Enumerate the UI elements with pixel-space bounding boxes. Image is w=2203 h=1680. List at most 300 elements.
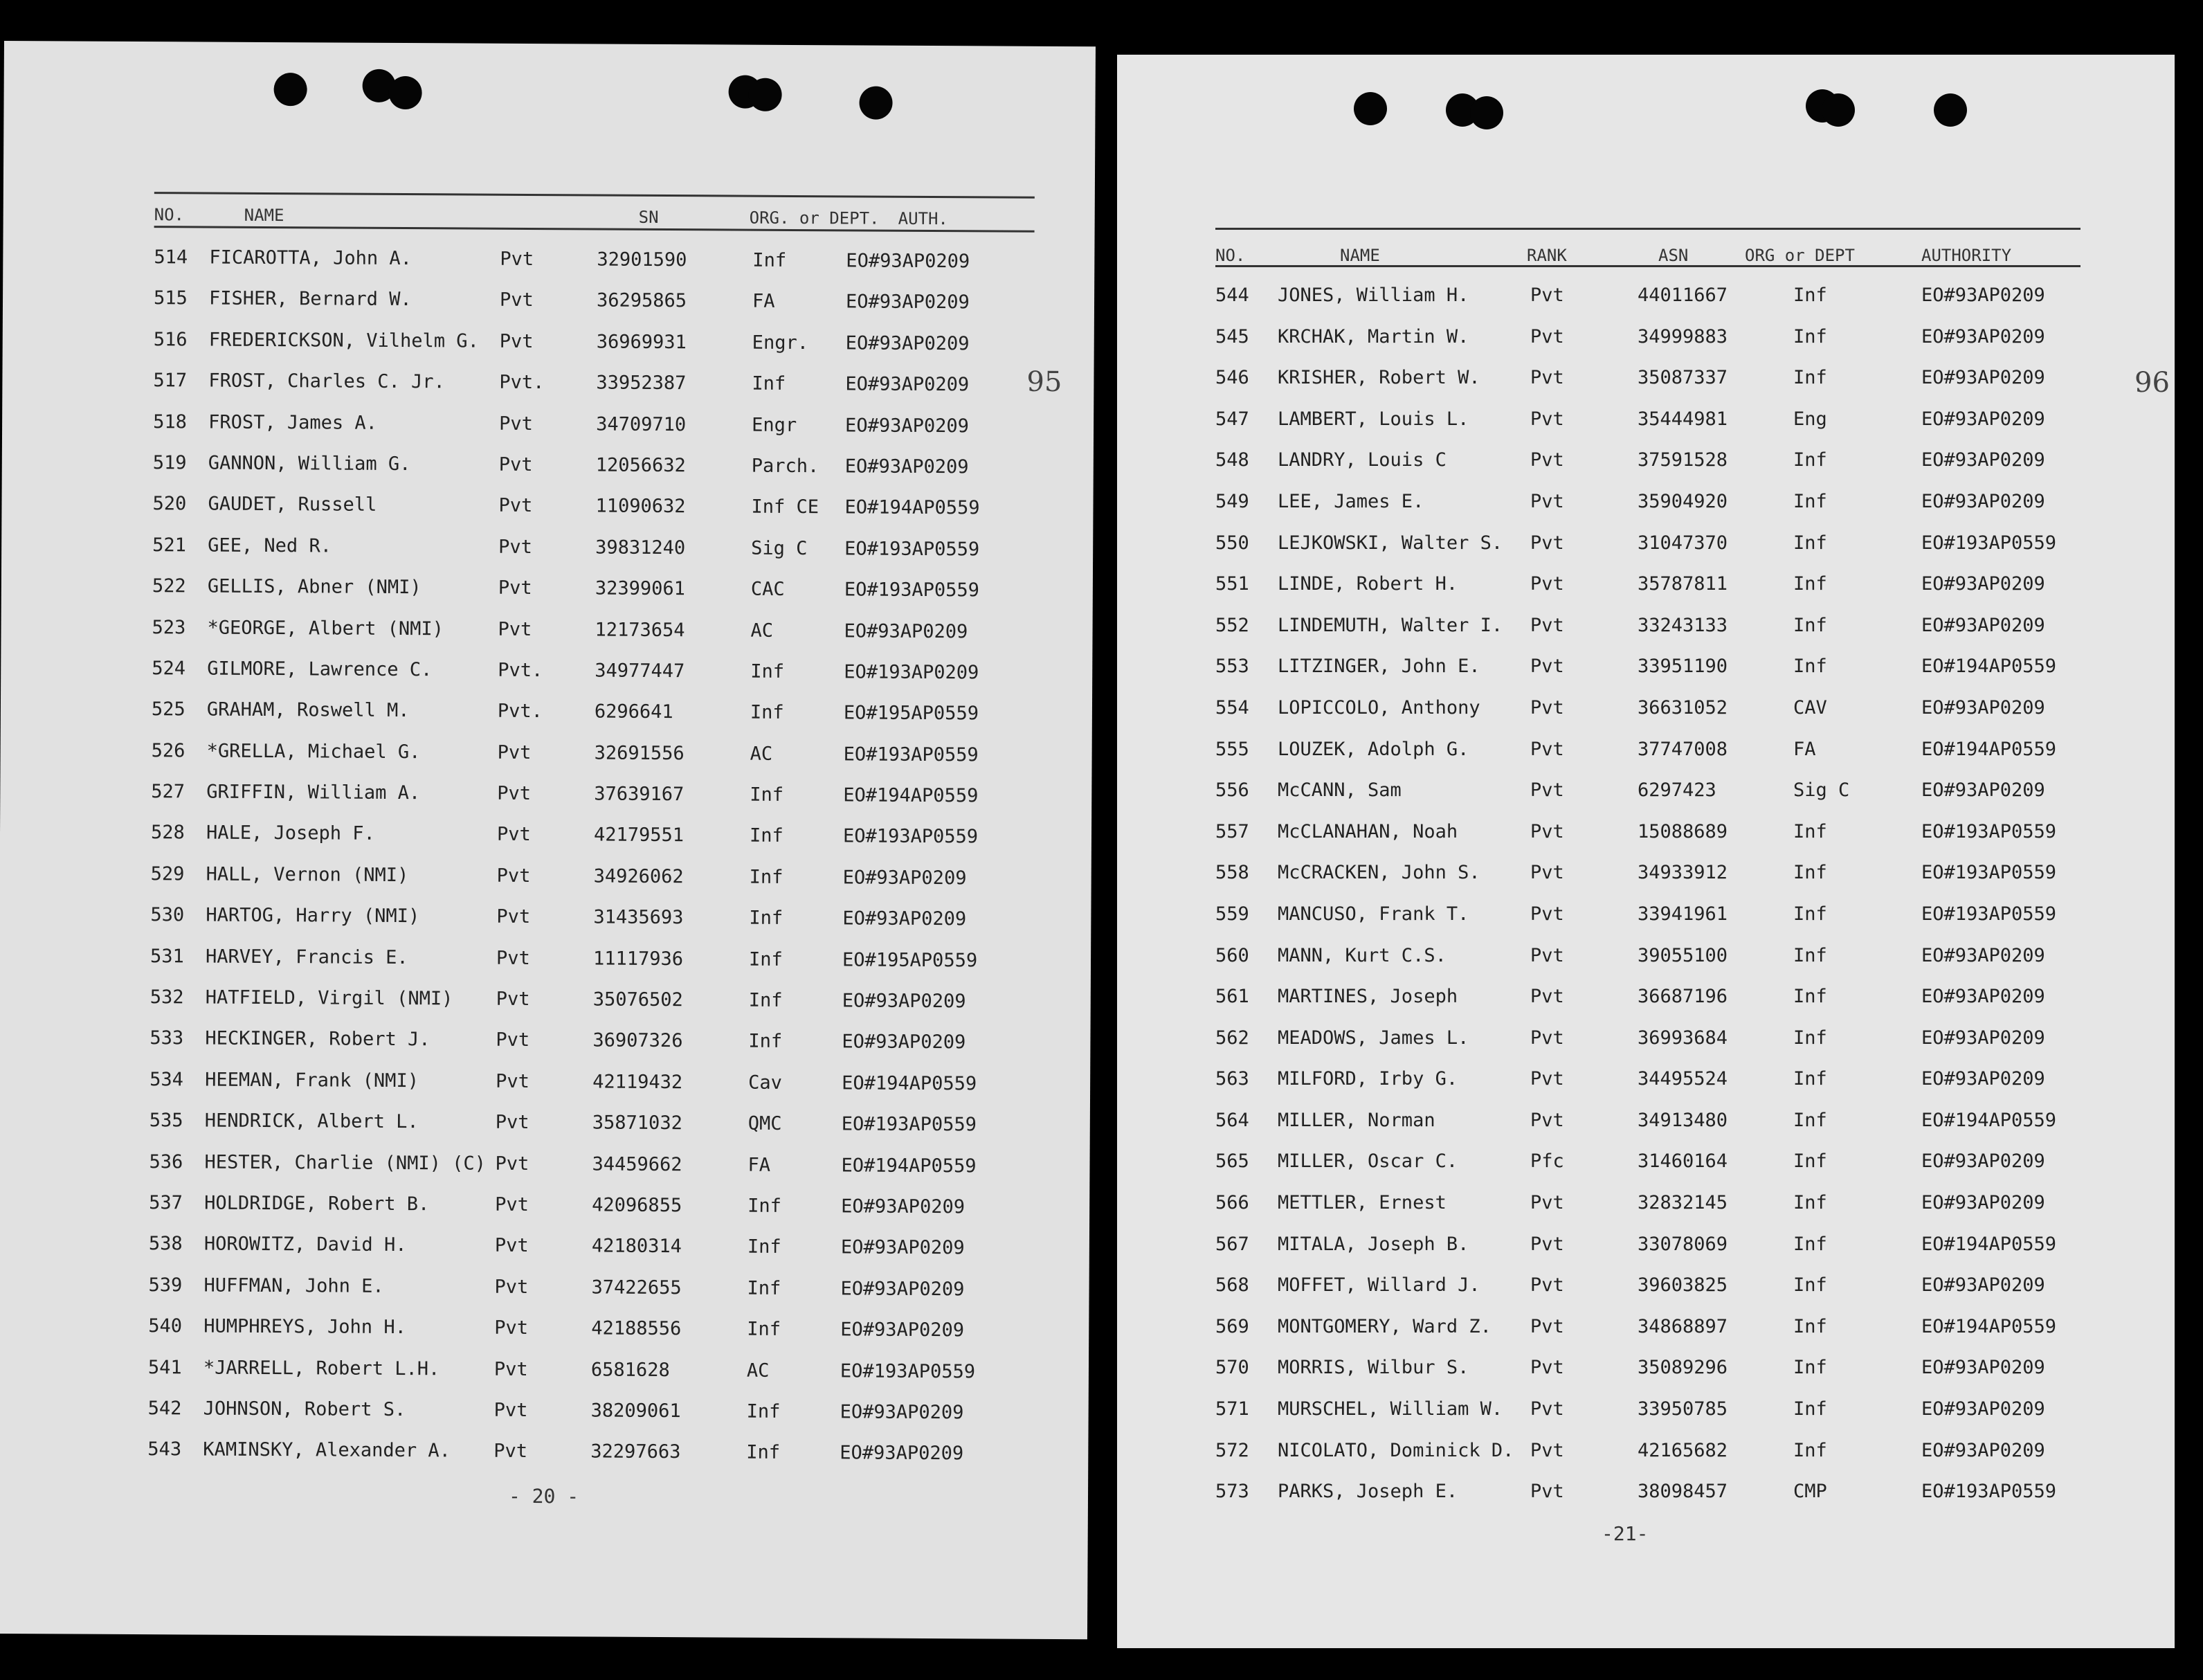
table-row	[1215, 573, 2115, 615]
table-row	[152, 617, 1051, 662]
cell-rank: Pfc	[1530, 1150, 1564, 1173]
cell-auth: EO#93AP0209	[842, 1031, 966, 1054]
cell-name: LOPICCOLO, Anthony	[1278, 696, 1480, 719]
cell-rank: Pvt	[493, 1399, 528, 1421]
cell-no: 515	[153, 287, 188, 309]
cell-asn: 34709710	[596, 413, 687, 435]
cell-auth: EO#93AP0209	[840, 1319, 965, 1342]
cell-auth: EO#93AP0209	[1921, 1439, 2045, 1461]
cell-no: 529	[150, 862, 185, 885]
table-row	[1215, 449, 2115, 491]
table-row	[150, 904, 1050, 950]
punch-hole	[1470, 96, 1503, 129]
cell-org: Inf	[1793, 1315, 1827, 1337]
table-row	[1215, 1481, 2115, 1522]
cell-org: Inf	[747, 1195, 782, 1217]
cell-rank: Pvt	[1530, 862, 1564, 884]
cell-asn: 38098457	[1638, 1481, 1728, 1503]
table-row	[1215, 739, 2115, 780]
header-rule-bottom	[1215, 265, 2080, 267]
cell-no: 526	[151, 739, 185, 762]
cell-org: Sig C	[1793, 779, 1850, 802]
cell-no: 541	[147, 1356, 182, 1378]
cell-asn: 12056632	[595, 454, 686, 477]
cell-name: HOLDRIDGE, Robert B.	[204, 1192, 430, 1216]
cell-asn: 34868897	[1638, 1315, 1728, 1337]
table-row	[152, 658, 1051, 703]
cell-asn: 42179551	[593, 824, 685, 847]
table-row	[154, 246, 1053, 292]
table-row	[150, 986, 1050, 1032]
cell-org: Inf	[1793, 367, 1827, 389]
col-header-no: NO.	[1215, 246, 1246, 265]
cell-no: 544	[1215, 284, 1249, 306]
cell-name: FREDERICKSON, Vilhelm G.	[208, 329, 479, 352]
cell-asn: 39055100	[1638, 944, 1728, 966]
cell-auth: EO#93AP0209	[1921, 986, 2045, 1008]
cell-auth: EO#193AP0559	[1921, 1481, 2057, 1503]
table-row	[1215, 903, 2115, 945]
table-row	[1215, 821, 2115, 862]
cell-rank: Pvt	[1530, 779, 1564, 802]
cell-auth: EO#93AP0209	[1921, 944, 2045, 966]
cell-org: Inf	[750, 784, 784, 806]
cell-auth: EO#93AP0209	[1921, 449, 2045, 471]
cell-no: 552	[1215, 614, 1249, 636]
cell-asn: 33951190	[1638, 656, 1728, 678]
cell-auth: EO#93AP0209	[845, 291, 970, 314]
cell-asn: 36687196	[1638, 986, 1728, 1008]
cell-asn: 34926062	[593, 865, 684, 888]
cell-no: 523	[152, 616, 186, 638]
cell-asn: 36631052	[1638, 696, 1728, 719]
cell-auth: EO#194AP0559	[1921, 656, 2057, 678]
cell-auth: EO#193AP0559	[844, 538, 980, 561]
cell-name: GEE, Ned R.	[208, 534, 332, 557]
cell-name: MEADOWS, James L.	[1278, 1027, 1469, 1049]
cell-no: 516	[153, 328, 188, 351]
col-header-asn: SN	[638, 207, 659, 227]
punch-hole	[748, 78, 781, 111]
table-row	[1215, 1234, 2115, 1275]
table-row	[153, 411, 1053, 457]
cell-name: HALL, Vernon (NMI)	[206, 863, 409, 886]
stamped-page-number: 96	[2134, 367, 2170, 399]
cell-auth: EO#93AP0209	[842, 907, 967, 930]
table-row	[152, 575, 1052, 621]
cell-auth: EO#93AP0209	[1921, 325, 2045, 347]
table-row	[1215, 408, 2115, 450]
cell-rank: Pvt	[499, 330, 534, 352]
cell-no: 525	[151, 698, 185, 721]
cell-asn: 11090632	[595, 495, 686, 518]
cell-name: GANNON, William G.	[208, 452, 411, 476]
table-header	[1215, 246, 2080, 267]
cell-auth: EO#93AP0209	[845, 414, 969, 437]
cell-asn: 32901590	[597, 249, 687, 271]
cell-name: McCLANAHAN, Noah	[1278, 820, 1458, 842]
cell-org: Inf	[750, 701, 784, 724]
table-row	[1215, 656, 2115, 697]
cell-rank: Pvt	[1530, 449, 1564, 471]
table-row	[147, 1438, 1047, 1484]
cell-name: MARTINES, Joseph	[1278, 986, 1458, 1008]
cell-auth: EO#93AP0209	[1921, 1068, 2045, 1090]
cell-org: Inf	[746, 1441, 781, 1464]
cell-rank: Pvt	[495, 1111, 529, 1134]
cell-auth: EO#193AP0209	[844, 661, 979, 684]
cell-auth: EO#93AP0209	[1921, 573, 2045, 595]
table-row	[1215, 615, 2115, 656]
cell-org: Inf	[748, 948, 783, 970]
table-row	[148, 1274, 1048, 1320]
cell-name: *GEORGE, Albert (NMI)	[207, 617, 444, 640]
table-row	[1215, 1150, 2115, 1192]
cell-no: 550	[1215, 532, 1249, 554]
cell-rank: Pvt	[1530, 1027, 1564, 1049]
cell-asn: 6296641	[594, 701, 673, 723]
cell-name: GILMORE, Lawrence C.	[207, 658, 433, 681]
cell-org: Inf	[1793, 944, 1827, 966]
cell-org: Inf	[1793, 449, 1827, 471]
cell-rank: Pvt	[494, 1317, 529, 1339]
cell-name: LANDRY, Louis C	[1278, 449, 1447, 471]
cell-name: FICAROTTA, John A.	[209, 246, 413, 270]
table-row	[151, 822, 1051, 868]
table-row	[149, 1110, 1049, 1155]
cell-no: 533	[149, 1027, 184, 1049]
cell-asn: 34977447	[595, 660, 685, 683]
cell-no: 551	[1215, 573, 1249, 595]
table-row	[154, 288, 1053, 334]
cell-asn: 35089296	[1638, 1357, 1728, 1379]
cell-rank: Pvt	[496, 905, 531, 928]
cell-auth: EO#93AP0209	[1921, 1274, 2045, 1297]
cell-org: CAV	[1793, 696, 1827, 719]
cell-no: 561	[1215, 986, 1249, 1008]
col-header-auth: AUTHORITY	[1921, 246, 2012, 265]
cell-rank: Pvt	[1530, 490, 1564, 512]
cell-asn: 42188556	[591, 1317, 682, 1340]
cell-no: 564	[1215, 1109, 1249, 1131]
table-row	[149, 1192, 1049, 1238]
cell-rank: Pvt	[494, 1276, 529, 1298]
cell-name: KAMINSKY, Alexander A.	[203, 1438, 451, 1462]
cell-name: KRCHAK, Martin W.	[1278, 325, 1469, 347]
table-row	[148, 1357, 1048, 1402]
cell-rank: Pvt	[498, 577, 532, 599]
cell-no: 530	[150, 904, 185, 926]
cell-rank: Pvt	[1530, 1233, 1564, 1255]
cell-name: HOROWITZ, David H.	[203, 1233, 407, 1256]
cell-name: GELLIS, Abner (NMI)	[207, 575, 421, 599]
table-row	[149, 1028, 1049, 1074]
table-row	[152, 698, 1051, 744]
cell-no: 567	[1215, 1233, 1249, 1255]
cell-asn: 38209061	[590, 1400, 681, 1422]
cell-no: 518	[153, 410, 187, 433]
cell-no: 536	[149, 1150, 183, 1173]
col-header-auth: AUTH.	[898, 208, 948, 229]
cell-rank: Pvt	[499, 289, 534, 311]
cell-asn: 39603825	[1638, 1274, 1728, 1297]
cell-auth: EO#194AP0559	[1921, 1233, 2057, 1255]
cell-org: Inf	[1793, 532, 1827, 554]
cell-org: Inf	[746, 1400, 781, 1422]
cell-asn: 36969931	[596, 331, 687, 353]
table-row	[1215, 779, 2115, 821]
cell-rank: Pvt	[1530, 1439, 1564, 1461]
cell-org: Inf	[1793, 656, 1827, 678]
roster-table-left	[147, 246, 1053, 1485]
cell-rank: Pvt	[1530, 1109, 1564, 1131]
cell-name: METTLER, Ernest	[1278, 1192, 1447, 1214]
cell-name: MONTGOMERY, Ward Z.	[1278, 1315, 1492, 1337]
cell-org: FA	[752, 291, 775, 313]
cell-org: AC	[750, 620, 774, 642]
punch-hole	[1934, 93, 1967, 127]
cell-auth: EO#193AP0559	[843, 743, 979, 766]
col-header-no: NO.	[154, 205, 185, 225]
punch-hole	[274, 73, 307, 106]
table-row	[1215, 1357, 2115, 1398]
cell-name: MANCUSO, Frank T.	[1278, 903, 1469, 925]
cell-no: 542	[147, 1398, 182, 1420]
cell-no: 514	[154, 246, 188, 269]
cell-auth: EO#194AP0559	[1921, 738, 2057, 760]
punch-hole	[1354, 92, 1387, 125]
cell-org: Inf	[748, 1031, 783, 1053]
cell-asn: 44011667	[1638, 284, 1728, 306]
cell-rank: Pvt	[496, 824, 531, 846]
table-row	[1215, 1192, 2115, 1234]
cell-name: JOHNSON, Robert S.	[203, 1398, 406, 1421]
cell-auth: EO#93AP0209	[1921, 367, 2045, 389]
col-header-org: ORG. or DEPT.	[749, 208, 880, 228]
cell-rank: Pvt	[496, 1070, 530, 1092]
table-row	[1215, 1274, 2115, 1316]
cell-auth: EO#193AP0559	[842, 825, 979, 848]
roster-page-right	[1117, 55, 2175, 1648]
cell-org: Inf	[749, 866, 783, 888]
roster-table-right	[1215, 284, 2115, 1522]
cell-name: MANN, Kurt C.S.	[1278, 944, 1447, 966]
cell-name: GRAHAM, Roswell M.	[206, 698, 410, 722]
cell-name: HUFFMAN, John E.	[203, 1274, 384, 1297]
cell-name: MILLER, Norman	[1278, 1109, 1435, 1131]
cell-rank: Pvt	[499, 413, 533, 435]
cell-no: 549	[1215, 490, 1249, 512]
cell-asn: 35871032	[592, 1112, 682, 1135]
cell-asn: 35787811	[1638, 573, 1728, 595]
cell-auth: EO#93AP0209	[1921, 490, 2045, 512]
cell-asn: 31047370	[1638, 532, 1728, 554]
cell-rank: Pvt	[493, 1440, 528, 1463]
cell-auth: EO#194AP0559	[843, 784, 979, 807]
cell-name: HARTOG, Harry (NMI)	[206, 904, 420, 928]
cell-rank: Pvt	[1530, 738, 1564, 760]
cell-name: MILLER, Oscar C.	[1278, 1150, 1458, 1173]
cell-rank: Pvt	[494, 1235, 529, 1257]
cell-no: 546	[1215, 367, 1249, 389]
cell-no: 569	[1215, 1315, 1249, 1337]
table-row	[1215, 945, 2115, 986]
cell-name: JONES, William H.	[1278, 284, 1469, 306]
cell-no: 528	[150, 822, 185, 844]
cell-auth: EO#193AP0559	[1921, 532, 2057, 554]
cell-org: Inf	[1793, 1274, 1827, 1297]
cell-org: Inf	[1793, 325, 1827, 347]
cell-rank: Pvt.	[499, 371, 545, 394]
cell-asn: 15088689	[1638, 820, 1728, 842]
cell-no: 557	[1215, 820, 1249, 842]
cell-rank: Pvt	[1530, 1398, 1564, 1420]
cell-rank: Pvt	[498, 536, 533, 558]
cell-org: Inf	[1793, 490, 1827, 512]
cell-name: HECKINGER, Robert J.	[205, 1027, 430, 1051]
cell-name: McCRACKEN, John S.	[1278, 862, 1480, 884]
cell-name: McCANN, Sam	[1278, 779, 1402, 802]
cell-asn: 34495524	[1638, 1068, 1728, 1090]
cell-name: LEJKOWSKI, Walter S.	[1278, 532, 1503, 554]
cell-auth: EO#93AP0209	[844, 620, 968, 642]
cell-auth: EO#93AP0209	[840, 1278, 965, 1301]
cell-org: Sig C	[751, 537, 808, 559]
cell-no: 540	[148, 1315, 183, 1337]
cell-asn: 32399061	[595, 577, 685, 600]
cell-auth: EO#93AP0209	[1921, 1027, 2045, 1049]
page-number: -21-	[1602, 1522, 1649, 1545]
cell-asn: 36907326	[592, 1029, 683, 1052]
cell-rank: Pvt	[1530, 820, 1564, 842]
col-header-name: NAME	[244, 205, 284, 226]
cell-rank: Pvt.	[497, 701, 543, 723]
cell-org: Parch.	[751, 455, 819, 478]
cell-name: LITZINGER, John E.	[1278, 656, 1480, 678]
cell-asn: 34999883	[1638, 325, 1728, 347]
cell-no: 535	[149, 1110, 183, 1132]
table-row	[149, 1233, 1049, 1279]
cell-no: 548	[1215, 449, 1249, 471]
cell-asn: 42119432	[592, 1071, 683, 1093]
cell-org: QMC	[747, 1112, 782, 1135]
cell-org: Inf	[747, 1236, 781, 1258]
table-row	[1215, 1027, 2115, 1069]
cell-org: Inf	[1793, 573, 1827, 595]
cell-name: PARKS, Joseph E.	[1278, 1481, 1458, 1503]
table-row	[1215, 1068, 2115, 1110]
cell-asn: 33950785	[1638, 1398, 1728, 1420]
cell-org: Inf	[752, 249, 787, 271]
cell-name: MILFORD, Irby G.	[1278, 1068, 1458, 1090]
cell-auth: EO#93AP0209	[1921, 284, 2045, 306]
cell-auth: EO#93AP0209	[840, 1442, 964, 1465]
cell-rank: Pvt	[1530, 532, 1564, 554]
cell-name: GAUDET, Russell	[208, 493, 377, 516]
cell-asn: 34913480	[1638, 1109, 1728, 1131]
cell-name: MURSCHEL, William W.	[1278, 1398, 1503, 1420]
cell-rank: Pvt	[1530, 1274, 1564, 1297]
cell-auth: EO#93AP0209	[1921, 779, 2045, 802]
cell-auth: EO#93AP0209	[842, 867, 967, 889]
table-row	[1215, 284, 2115, 326]
cell-rank: Pvt	[500, 248, 534, 271]
cell-rank: Pvt	[1530, 1315, 1564, 1337]
table-row	[150, 946, 1050, 991]
table-row	[154, 329, 1053, 374]
cell-rank: Pvt	[496, 947, 530, 969]
cell-name: LINDEMUTH, Walter I.	[1278, 614, 1503, 636]
cell-no: 571	[1215, 1398, 1249, 1420]
cell-asn: 35444981	[1638, 408, 1728, 430]
cell-asn: 31460164	[1638, 1150, 1728, 1173]
cell-org: Inf	[1793, 903, 1827, 925]
cell-org: Inf	[1793, 862, 1827, 884]
cell-asn: 34933912	[1638, 862, 1728, 884]
table-row	[153, 452, 1053, 498]
cell-rank: Pvt	[1530, 573, 1564, 595]
cell-no: 524	[152, 658, 186, 680]
cell-auth: EO#93AP0209	[842, 990, 966, 1013]
cell-rank: Pvt	[1530, 986, 1564, 1008]
cell-auth: EO#194AP0559	[844, 496, 980, 519]
col-header-name: NAME	[1340, 246, 1380, 265]
cell-no: 556	[1215, 779, 1249, 802]
table-row	[1215, 1316, 2115, 1357]
cell-asn: 39831240	[595, 536, 686, 559]
cell-name: LOUZEK, Adolph G.	[1278, 738, 1469, 760]
cell-auth: EO#93AP0209	[1921, 614, 2045, 636]
cell-rank: Pvt	[495, 1153, 529, 1175]
cell-rank: Pvt	[496, 988, 530, 1011]
cell-no: 538	[148, 1233, 183, 1255]
cell-name: *GRELLA, Michael G.	[206, 740, 421, 763]
cell-asn: 36295865	[596, 289, 687, 312]
cell-name: MOFFET, Willard J.	[1278, 1274, 1480, 1297]
cell-asn: 42096855	[592, 1194, 682, 1217]
cell-org: Inf CE	[751, 496, 819, 518]
cell-org: CAC	[750, 578, 785, 601]
cell-org: AC	[750, 743, 773, 765]
table-row	[1215, 491, 2115, 532]
cell-rank: Pvt	[1530, 696, 1564, 719]
table-row	[1215, 862, 2115, 903]
cell-auth: EO#193AP0559	[841, 1113, 977, 1136]
cell-org: Inf	[1793, 820, 1827, 842]
cell-auth: EO#93AP0209	[840, 1236, 965, 1259]
table-row	[152, 493, 1052, 539]
cell-name: HEEMAN, Frank (NMI)	[205, 1069, 419, 1092]
table-row	[149, 1069, 1049, 1114]
cell-org: Inf	[748, 989, 783, 1011]
cell-no: 559	[1215, 903, 1249, 925]
cell-no: 563	[1215, 1068, 1249, 1090]
cell-auth: EO#93AP0209	[841, 1195, 965, 1218]
cell-auth: EO#93AP0209	[845, 373, 970, 396]
cell-asn: 35087337	[1638, 367, 1728, 389]
cell-no: 553	[1215, 656, 1249, 678]
cell-auth: EO#93AP0209	[1921, 696, 2045, 719]
cell-rank: Pvt	[1530, 325, 1564, 347]
cell-org: Engr.	[752, 332, 809, 354]
cell-name: MITALA, Joseph B.	[1278, 1233, 1469, 1255]
col-header-org: ORG or DEPT	[1745, 246, 1855, 265]
cell-name: FROST, Charles C. Jr.	[208, 370, 445, 393]
header-rule-top	[154, 192, 1035, 199]
cell-rank: Pvt	[1530, 614, 1564, 636]
cell-no: 568	[1215, 1274, 1249, 1297]
cell-no: 534	[149, 1068, 184, 1091]
